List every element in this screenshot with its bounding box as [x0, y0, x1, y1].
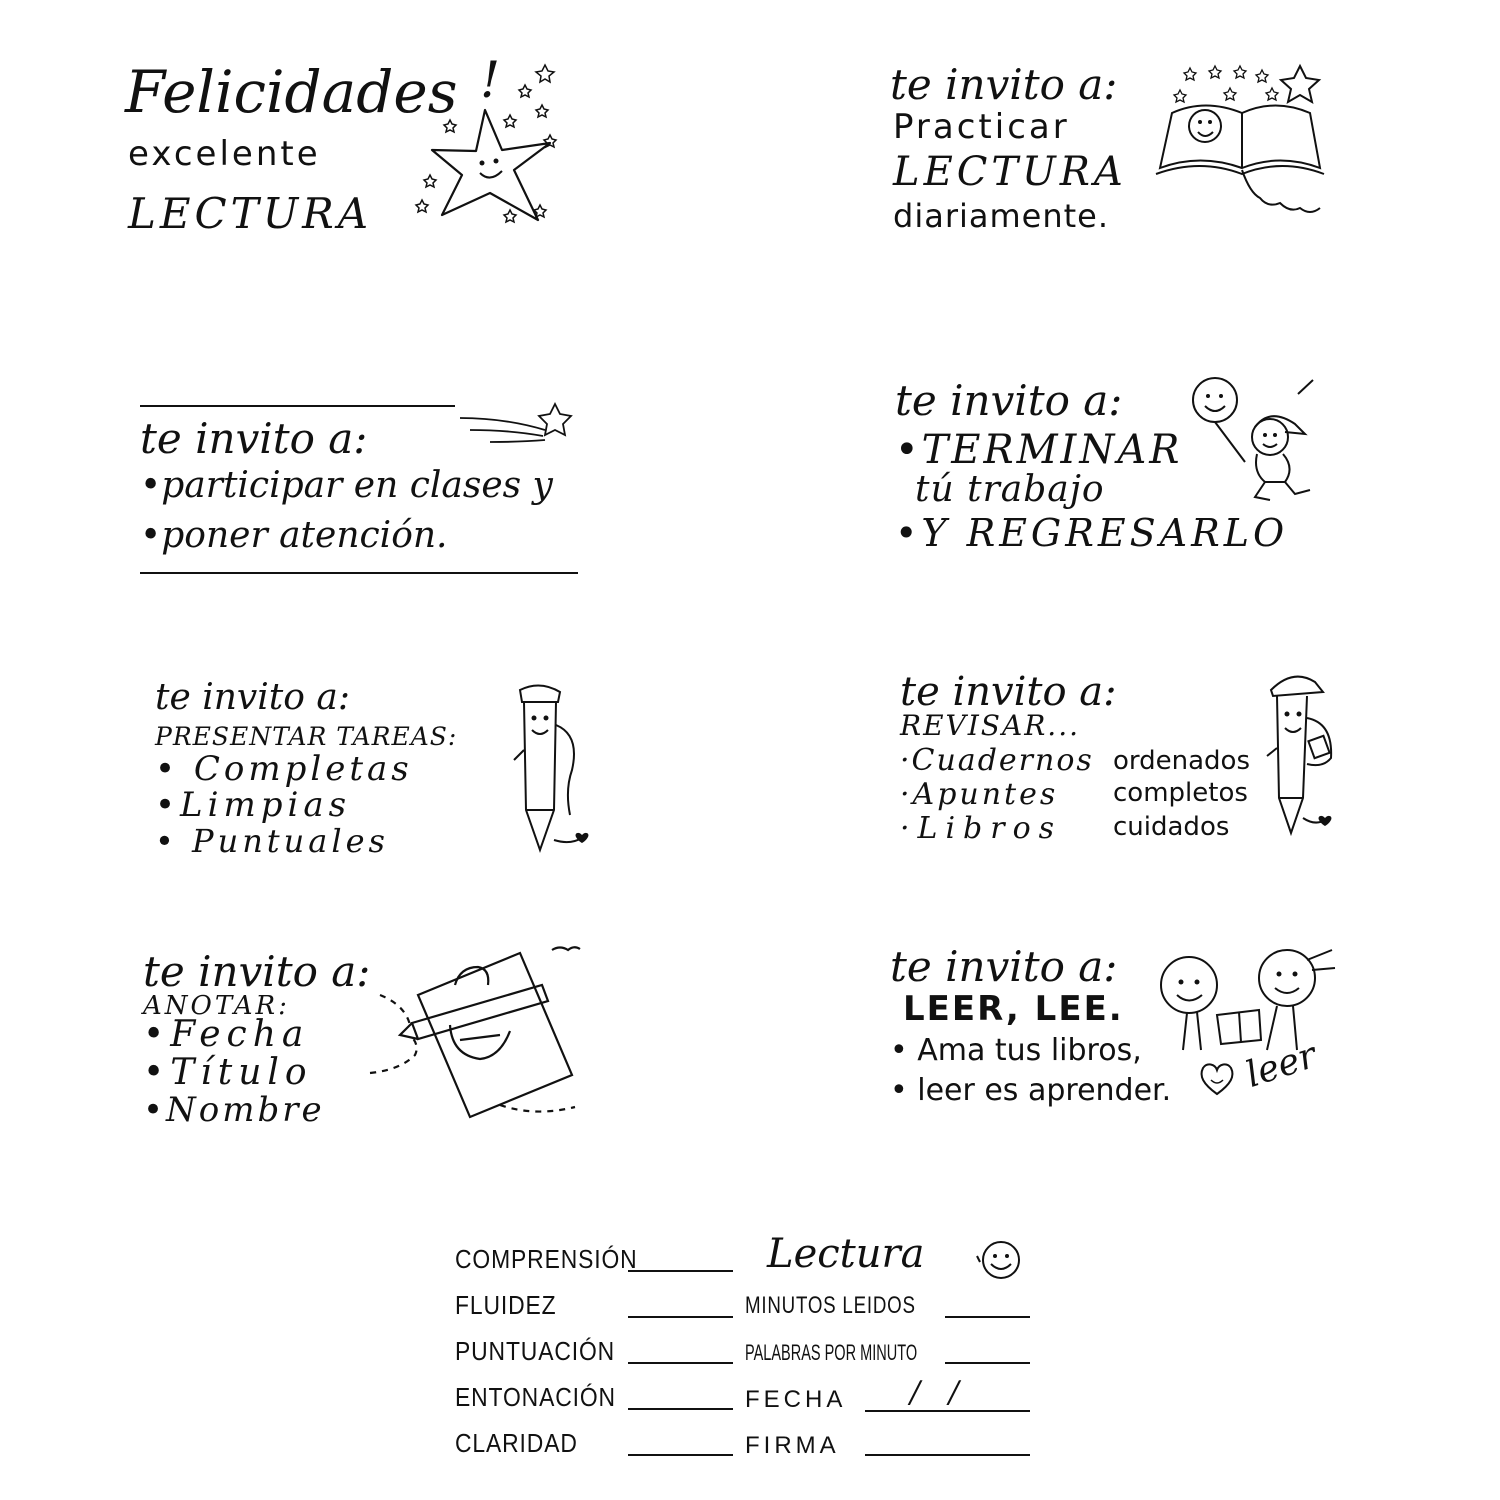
pencil-character-icon: [510, 680, 595, 858]
anotar-heading: te invito a:: [143, 947, 371, 996]
revisar-line2: REVISAR...: [900, 709, 1080, 742]
revisar-row-2-right: completos: [1113, 778, 1248, 808]
label-claridad: CLARIDAD: [455, 1428, 578, 1458]
revisar-row-3-right: cuidados: [1113, 812, 1230, 842]
revisar-row-1-left: ·Cuadernos: [900, 743, 1094, 778]
leer-line2: LEER, LEE.: [903, 989, 1124, 1029]
revisar-row-1-right: ordenados: [1113, 746, 1251, 776]
label-fluidez: FLUIDEZ: [455, 1290, 557, 1320]
tareas-item-1: • Completas: [155, 749, 413, 789]
leer-heading: te invito a:: [890, 942, 1118, 991]
practicar-heading: te invito a:: [890, 60, 1118, 109]
label-entonacion: ENTONACIÓN: [455, 1382, 616, 1412]
reading-evaluation-form: [455, 1232, 1035, 1472]
felicidades-line3: LECTURA: [128, 189, 373, 238]
blank-palabras-por-minuto[interactable]: [945, 1360, 1030, 1364]
label-puntuacion: PUNTUACIÓN: [455, 1336, 616, 1366]
participar-line3: •poner atención.: [140, 515, 448, 556]
revisar-heading: te invito a:: [900, 669, 1117, 715]
stamp-anotar: [138, 945, 588, 1130]
shooting-star-icon: [455, 400, 580, 460]
form-row-minutos: [745, 1292, 916, 1320]
stamp-tareas: [150, 677, 600, 860]
form-row-entonacion: [455, 1382, 616, 1413]
blank-fluidez[interactable]: [628, 1314, 733, 1318]
form-title: Lectura: [767, 1231, 925, 1277]
tareas-line2: PRESENTAR TAREAS:: [155, 722, 458, 751]
participar-line2: •participar en clases y: [140, 465, 553, 506]
stamp-participar: [135, 400, 585, 585]
terminar-line3: tú trabajo: [915, 469, 1105, 510]
practicar-line3: LECTURA: [893, 149, 1127, 195]
blank-comprension[interactable]: [628, 1268, 733, 1272]
felicidades-line2: excelente: [128, 134, 321, 174]
blank-minutos-leidos[interactable]: [945, 1314, 1030, 1318]
terminar-line4: •Y REGRESARLO: [895, 511, 1289, 555]
smiley-face-icon: [975, 1238, 1023, 1282]
stamp-practicar: [885, 58, 1335, 248]
participar-bottom-rule: [140, 572, 578, 574]
blank-claridad[interactable]: [628, 1452, 733, 1456]
form-row-fecha: [745, 1386, 846, 1414]
child-with-balloon-icon: [1185, 372, 1335, 512]
tareas-item-2: •Limpias: [155, 785, 352, 825]
fecha-separators: / /: [910, 1375, 959, 1410]
revisar-row-3-left: ·Libros: [900, 811, 1063, 846]
smiling-star-icon: [410, 51, 570, 235]
revisar-row-2-left: ·Apuntes: [900, 777, 1059, 812]
blank-entonacion[interactable]: [628, 1406, 733, 1410]
pencil-with-backpack-icon: [1263, 668, 1343, 843]
leer-line4: • leer es aprender.: [890, 1073, 1172, 1108]
form-row-firma: [745, 1432, 840, 1460]
leer-line3: • Ama tus libros,: [890, 1033, 1142, 1068]
felicidades-exclaim: !: [480, 51, 501, 109]
heart-face-icon: [1197, 1058, 1237, 1098]
terminar-heading: te invito a:: [895, 376, 1123, 425]
tareas-heading: te invito a:: [155, 677, 350, 718]
form-row-claridad: [455, 1428, 578, 1459]
stamp-revisar: [895, 668, 1345, 848]
form-row-palabras: [745, 1340, 917, 1366]
form-row-comprension: [455, 1244, 638, 1275]
label-fecha: FECHA: [745, 1386, 847, 1413]
participar-top-rule: [140, 405, 455, 407]
blank-puntuacion[interactable]: [628, 1360, 733, 1364]
felicidades-title: Felicidades: [125, 58, 458, 126]
label-firma: FIRMA: [745, 1432, 840, 1459]
label-comprension: COMPRENSIÓN: [455, 1244, 638, 1274]
form-row-fluidez: [455, 1290, 557, 1321]
participar-heading: te invito a:: [140, 414, 368, 463]
form-row-puntuacion: [455, 1336, 615, 1367]
label-minutos-leidos: MINUTOS LEIDOS: [745, 1292, 916, 1319]
anotar-line2: ANOTAR:: [143, 991, 290, 1021]
stamp-felicidades: [120, 51, 570, 255]
stamp-terminar: [890, 372, 1340, 557]
label-palabras-por-minuto: PALABRAS POR MINUTO: [745, 1340, 918, 1365]
anotar-item-1: •Fecha: [143, 1014, 310, 1055]
terminar-line2: •TERMINAR: [895, 427, 1183, 473]
practicar-line4: diariamente.: [893, 197, 1110, 235]
anotar-item-2: •Título: [143, 1052, 313, 1093]
leer-badge-text: leer: [1240, 1034, 1322, 1096]
open-book-icon: [1150, 58, 1330, 233]
tareas-item-3: • Puntuales: [155, 822, 389, 860]
practicar-line2: Practicar: [893, 107, 1070, 147]
hand-writing-icon: [360, 945, 585, 1125]
blank-firma[interactable]: [865, 1452, 1030, 1456]
anotar-item-3: •Nombre: [143, 1090, 325, 1130]
stamp-leer: [885, 940, 1335, 1120]
